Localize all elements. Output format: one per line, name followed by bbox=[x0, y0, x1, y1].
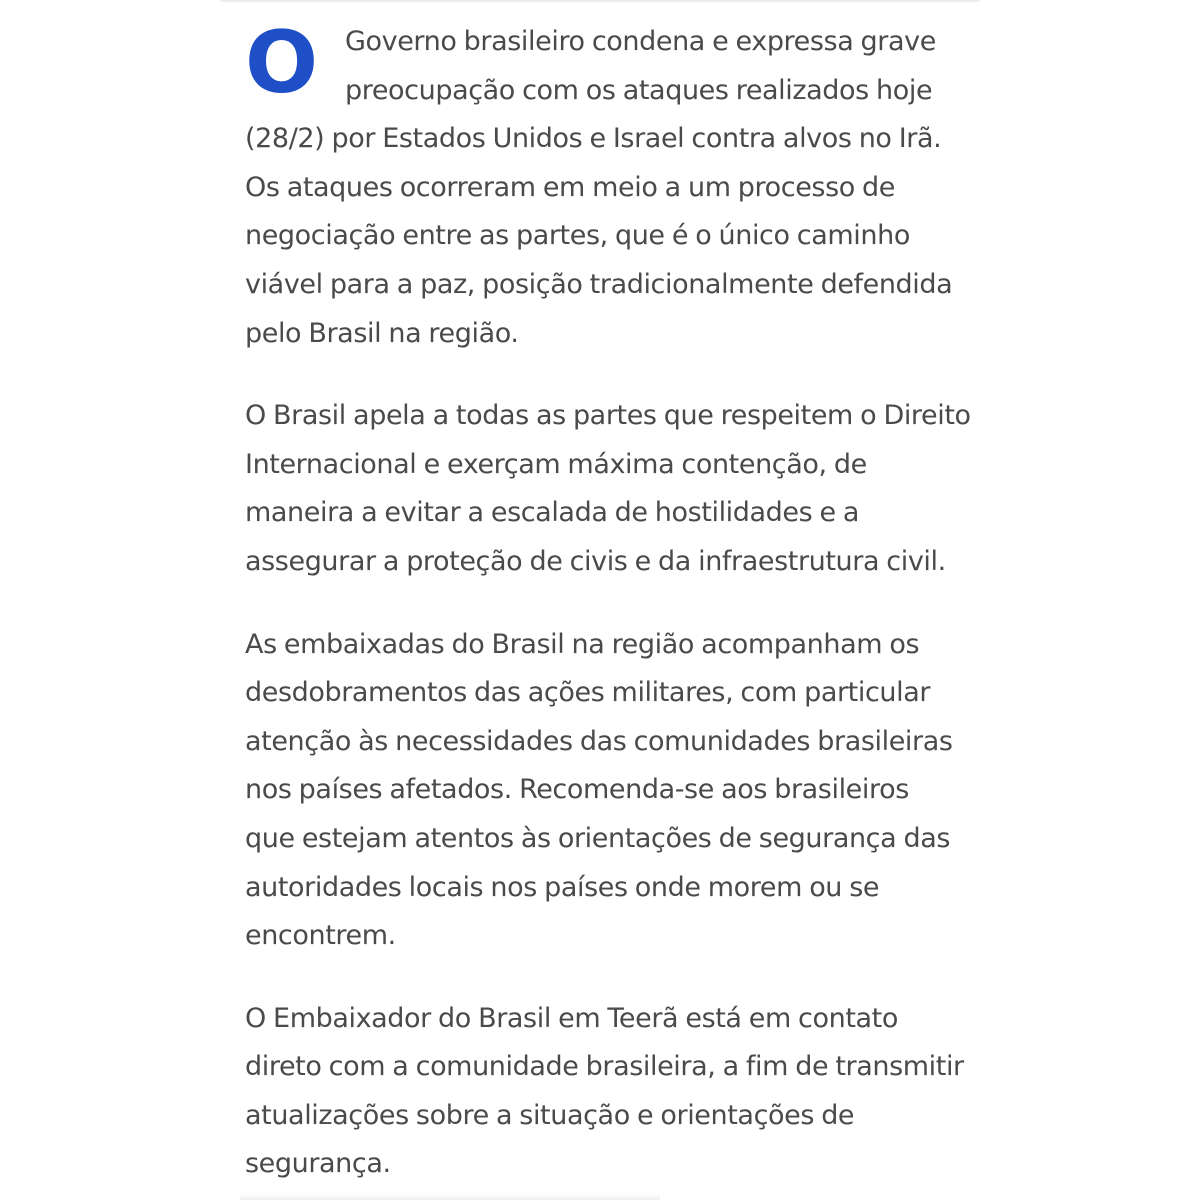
paragraph-line: preocupação com os ataques realizados hoje bbox=[345, 74, 933, 106]
paragraph-4 bbox=[245, 995, 965, 1189]
top-divider bbox=[220, 0, 980, 3]
paragraph-line: (28/2) por Estados Unidos e Israel contra alvos no Irã. bbox=[245, 123, 942, 155]
paragraph-line: nos países afetados. Recomenda-se aos brasileiros bbox=[245, 774, 909, 806]
paragraph-line: atualizações sobre a situação e orientações de bbox=[245, 1099, 855, 1131]
paragraph-line: autoridades locais nos países onde morem ou se bbox=[245, 871, 880, 903]
paragraph-line: pelo Brasil na região. bbox=[245, 317, 519, 349]
paragraph-line: que estejam atentos às orientações de segurança das bbox=[245, 822, 951, 854]
paragraph-line: negociação entre as partes, que é o único caminho bbox=[245, 220, 910, 252]
paragraph-line: Os ataques ocorreram em meio a um processo de bbox=[245, 171, 895, 203]
paragraph-1 bbox=[245, 13, 965, 358]
paragraph-line: As embaixadas do Brasil na região acompanham os bbox=[245, 628, 920, 660]
bottom-edge bbox=[240, 1194, 660, 1200]
paragraph-line: O Embaixador do Brasil em Teerã está em contato bbox=[245, 1002, 898, 1034]
paragraph-line: desdobramentos das ações militares, com particular bbox=[245, 677, 931, 709]
paragraph-line: segurança. bbox=[245, 1148, 391, 1180]
article-body bbox=[245, 13, 971, 1200]
paragraph-line: Governo brasileiro condena e expressa grave bbox=[345, 26, 936, 57]
paragraph-line: Internacional e exerçam máxima contenção, de bbox=[245, 448, 867, 480]
paragraph-line: assegurar a proteção de civis e da infraestrutura civil. bbox=[245, 545, 946, 577]
paragraph-line: maneira a evitar a escalada de hostilidades e a bbox=[245, 497, 859, 529]
paragraph-line: atenção às necessidades das comunidades brasileiras bbox=[245, 725, 953, 757]
paragraph-line: viável para a paz, posição tradicionalmente defendida bbox=[245, 268, 953, 300]
paragraph-line: encontrem. bbox=[245, 920, 396, 952]
paragraph-3 bbox=[245, 621, 965, 961]
paragraph-line: O Brasil apela a todas as partes que respeitem o Direito bbox=[245, 400, 971, 432]
paragraph-line: direto com a comunidade brasileira, a fim de transmitir bbox=[245, 1051, 964, 1083]
drop-cap: O bbox=[245, 13, 318, 113]
paragraph-2 bbox=[245, 392, 971, 586]
